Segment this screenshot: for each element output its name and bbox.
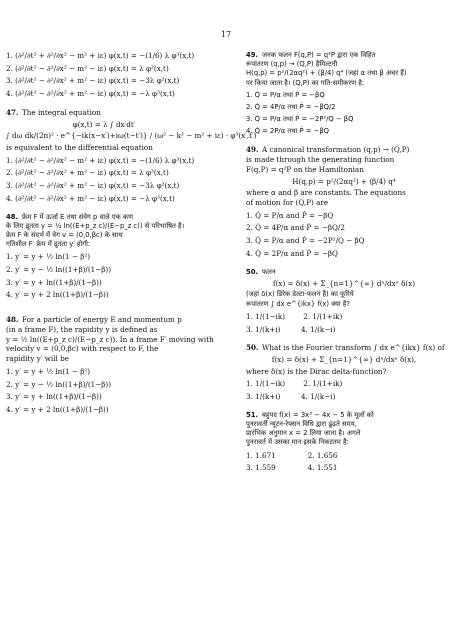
- option-1: 1. 1/(1−ik): [246, 311, 285, 321]
- question-text: प्रारंभिक अनुमान x = 2 लिया जाता है। अगले: [246, 429, 361, 438]
- option-1: 1. Q̇ = P/α तथा Ṗ = −βQ: [246, 90, 325, 99]
- question-text: फ्रेम F में ऊर्जा E तथा संवेग p वाले एक कण: [22, 212, 134, 221]
- option-3: 3. 1.559: [246, 463, 276, 473]
- option-4: 4. y′ = y + 2 ln((1+β)/(1−β)): [6, 404, 109, 414]
- question-number: 47.: [6, 107, 19, 117]
- option-2: 2. Q̇ = 4P/α तथा Ṗ = −βQ/2: [246, 102, 336, 111]
- question-49: [246, 145, 442, 155]
- equation: f(x) = δ(x) + Σ_{n=1}^{∞} dⁿ/dxⁿ δ(x),: [271, 354, 417, 364]
- option-2: 2. 1/(1+ik): [303, 311, 343, 321]
- question-50-hindi: [246, 268, 442, 277]
- question-text: पुनरावर्ती न्यूटन-रेफ्सन विधि द्वारा ढूंढते समय,: [246, 420, 357, 428]
- question-text: What is the Fourier transform ∫ dx e^{ikx} f(x) of: [262, 343, 445, 353]
- question-text: H(q,p) = p²/(2αq²) + (β/4) q⁴ (जहां α तथा β अचर हैं): [246, 69, 407, 78]
- options-row: [246, 451, 442, 461]
- option-1: 1. (∂²/∂t² + ∂²/∂x² − m² + iε) φ(x,t) = −(1/6) λ φ³(x,t): [6, 51, 195, 60]
- question-text: For a particle of energy E and momentum p: [22, 315, 182, 325]
- option-4: 4. (∂²/∂t² − ∂²/∂x² + m² − iε) φ(x,t) = −λ φ³(x,t): [6, 89, 175, 99]
- option-4: 4. Q̇ = 2P/α and Ṗ = −βQ: [246, 248, 338, 258]
- question-51-hindi: [246, 411, 442, 420]
- option-1: 1. Q̇ = P/α and Ṗ = −βQ: [246, 210, 334, 220]
- question-48: [6, 315, 202, 325]
- right-column: [246, 48, 445, 473]
- option-4: 4. Q̇ = 2P/α तथा Ṗ = −βQ: [246, 127, 330, 136]
- options-row: [246, 392, 442, 402]
- option-4: 4. y′ = y + 2 ln((1+β)/(1−β)): [6, 290, 109, 300]
- question-text: where α and β are constants. The equations: [246, 188, 406, 198]
- option-4: 4. 1/(k−i): [300, 392, 336, 402]
- question-text: F(q,P) = q²P on the Hamiltonian: [246, 164, 364, 174]
- options-row: [246, 379, 442, 389]
- option-1: 1. (∂²/∂t² − ∂²/∂x² − m² + iε) φ(x,t) = −(1/6) λ φ³(x,t): [6, 155, 195, 165]
- question-text: (in a frame F), the rapidity y is defined as: [6, 324, 158, 334]
- question-50: [246, 343, 445, 353]
- question-number: 49.: [246, 51, 259, 59]
- option-4: 4. (∂²/∂t² − ∂²/∂x² + m² − iε) φ(x,t) = −λ φ³(x,t): [6, 193, 175, 203]
- question-text: फलन: [262, 267, 276, 276]
- question-text: रूपांतरण (q,p) → (Q,P) हैमिल्टनी: [246, 60, 338, 69]
- question-49-hindi: [246, 51, 442, 60]
- question-text: The integral equation: [22, 107, 101, 117]
- options-row: [246, 312, 442, 322]
- option-1: 1. 1/(1−ik): [246, 379, 285, 389]
- question-text: पुनरावर्त में उसका मान इसके निकटतम है:: [246, 438, 349, 447]
- question-text: is made through the generating function: [246, 155, 395, 165]
- question-text: (जहां δ(x) डिरेक डेल्टा-फलन है) का फूरिये: [246, 290, 354, 299]
- question-text: y = ½ ln((E+p_z c)/(E−p_z c)). In a frame F′ moving with: [6, 334, 214, 344]
- question-text: पर किया जाता है। (Q,P) का गति-समीकरण है:: [246, 78, 365, 87]
- question-number: 49.: [246, 145, 259, 155]
- question-text: velocity v = (0,0,βc) with respect to F, the: [6, 344, 159, 354]
- question-text: रूपांतरण ∫ dx e^{ikx} f(x) क्या है?: [246, 299, 350, 308]
- option-3: 3. y′ = y + ln((1+β)/(1−β)): [6, 392, 102, 402]
- equation: ∫ dω dk/(2π)² · e^{−ik(x−x′)+iω(t−t′)} / (ω² − k² − m² + iε) · φ³(x′,t′): [6, 131, 257, 141]
- question-text: where δ(x) is the Dirac delta-function?: [246, 366, 387, 376]
- equation: φ(x,t) = λ ∫ dx′dt′: [72, 119, 136, 129]
- option-1: 1. y′ = y + ½ ln(1 − β²): [6, 252, 91, 262]
- question-text: जनक फलन F(q,P) = q²P द्वारा एक विहित: [262, 51, 376, 59]
- question-number: 48.: [6, 212, 19, 221]
- option-3: 3. y′ = y + ln((1+β)/(1−β)): [6, 277, 102, 287]
- option-4: 4. 1/(k−i): [300, 324, 336, 334]
- option-3: 3. 1/(k+i): [246, 392, 281, 402]
- option-2: 2. 1/(1+ik): [303, 379, 343, 389]
- option-1: 1. y′ = y + ½ ln(1 − β²): [6, 366, 91, 376]
- question-text: बहुपद f(x) = 3x³ − 4x − 5 के मूलों को: [262, 410, 374, 419]
- question-text: के लिए द्रुतता y = ½ ln((E+p_z c)/(E−p_z c)) से परिभाषित है।: [6, 221, 185, 230]
- equation: f(x) = δ(x) + Σ_{n=1}^{∞} dⁿ/dxⁿ δ(x): [272, 278, 416, 288]
- option-1: 1. 1.671: [246, 450, 276, 460]
- page-number: 17: [220, 30, 232, 39]
- question-number: 50.: [246, 267, 259, 276]
- question-text: गतिशील F′ फ्रेम में द्रुतता y′ होगी:: [6, 240, 91, 249]
- option-2: 2. 1.656: [307, 450, 338, 460]
- question-number: 51.: [246, 410, 259, 419]
- option-3: 3. 1/(k+i): [246, 324, 281, 334]
- option-2: 2. (∂²/∂t² − ∂²/∂x² + m² − iε) φ(x,t) = λ φ³(x,t): [6, 168, 169, 178]
- options-row: [246, 325, 442, 335]
- option-2: 2. Q̇ = 4P/α and Ṗ = −βQ/2: [246, 223, 345, 233]
- question-text: is equivalent to the differential equation: [6, 143, 153, 153]
- question-text: फ्रेम F के संदर्भ में वेग v = (0,0,βc) के साथ: [6, 230, 123, 239]
- question-text: of motion for (Q,P) are: [246, 197, 329, 207]
- question-text: rapidity y′ will be: [6, 354, 69, 364]
- option-4: 4. 1.551: [307, 463, 338, 473]
- option-3: 3. (∂²/∂t² − ∂²/∂x² + m² − iε) φ(x,t) = −3λ φ²(x,t): [6, 181, 180, 191]
- options-row: [246, 463, 442, 473]
- option-2: 2. y′ = y − ½ ln((1+β)/(1−β)): [6, 379, 112, 389]
- option-2: 2. y′ = y − ½ ln((1+β)/(1−β)): [6, 265, 112, 275]
- option-2: 2. (∂²/∂t² − ∂²/∂x² − m² − iε) φ(x,t) = λ φ²(x,t): [6, 63, 169, 73]
- question-47: [6, 108, 202, 118]
- equation: H(q,p) = p²/(2αq²) + (β/4) q⁴: [292, 176, 396, 186]
- option-3: 3. (∂²/∂t² − ∂²/∂x² + m² − iε) φ(x,t) = −3λ φ²(x,t): [6, 76, 180, 86]
- option-3: 3. Q̇ = P/α तथा Ṗ = −2P²/Q − βQ: [246, 115, 354, 124]
- question-text: A canonical transformation (q,p) → (Q,P): [262, 145, 410, 155]
- question-48-hindi: [6, 213, 202, 222]
- question-number: 48.: [6, 315, 19, 325]
- question-number: 50.: [246, 343, 259, 353]
- option-3: 3. Q̇ = P/α and Ṗ = −2P²/Q − βQ: [246, 236, 365, 246]
